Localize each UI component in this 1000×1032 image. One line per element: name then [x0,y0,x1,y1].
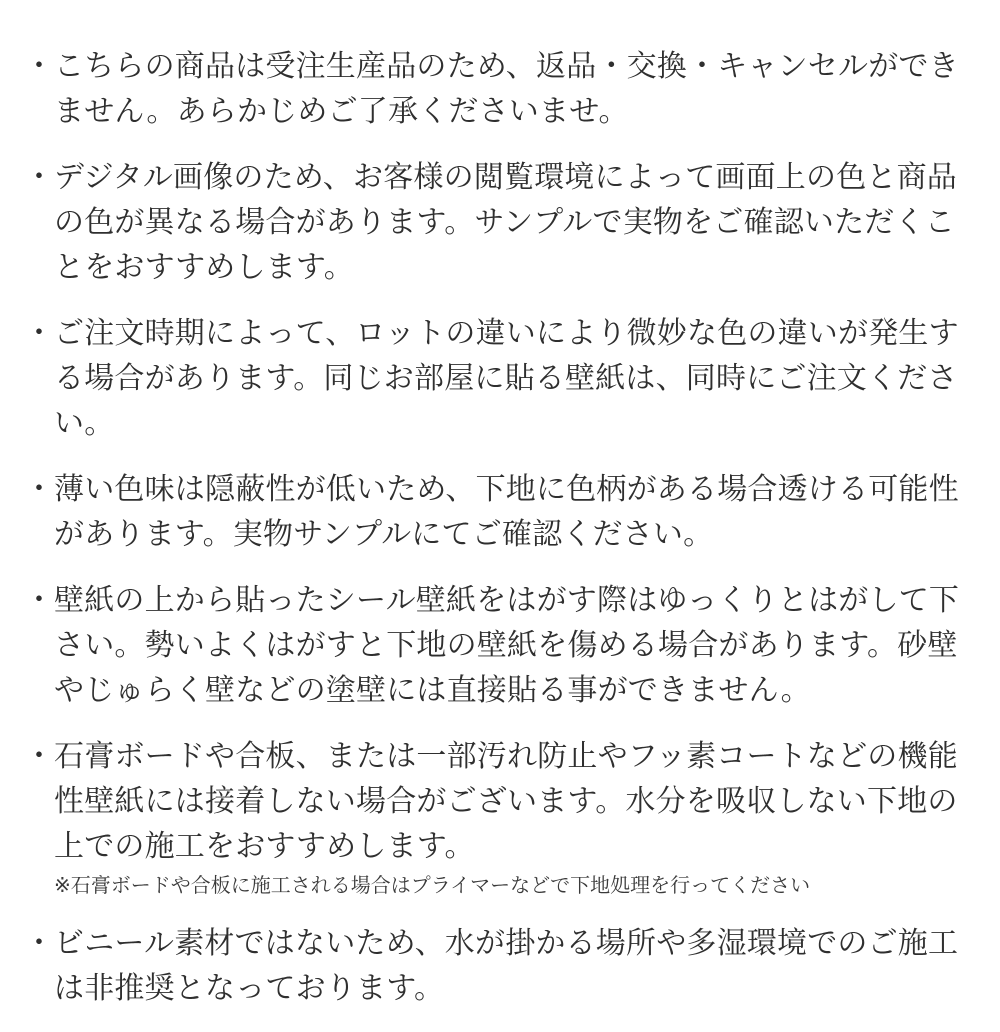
list-item [24,578,970,713]
notice-text: ご注文時期によって、ロットの違いにより微妙な色の違いが発生する場合があります。同じお部屋に貼る壁紙は、同時にご注文ください。 [54,316,959,441]
bullet-icon: ・ [24,316,54,351]
bullet-icon: ・ [24,583,54,618]
bullet-icon: ・ [24,926,54,961]
notice-body [54,311,970,446]
notice-text: デジタル画像のため、お客様の閲覧環境によって画面上の色と商品の色が異なる場合があります。サンプルで実物をご確認いただくことをおすすめします。 [54,160,957,285]
notice-list [24,44,970,1032]
bullet-icon: ・ [24,49,54,84]
notice-body [54,578,970,713]
notice-body [54,44,970,134]
notice-text: 石膏ボードや合板、または一部汚れ防止やフッ素コートなどの機能性壁紙には接着しない場合がございます。水分を吸収しない下地の上での施工をおすすめします。 [54,739,958,864]
list-item [24,734,970,900]
notice-text: 壁紙の上から貼ったシール壁紙をはがす際はゆっくりとはがして下さい。勢いよくはがすと下地の壁紙を傷める場合があります。砂壁やじゅらく壁などの塗壁には直接貼る事ができません。 [54,583,960,708]
notice-text: ビニール素材ではないため、水が掛かる場所や多湿環境でのご施工は非推奨となっております。 [54,926,959,1006]
bullet-icon: ・ [24,739,54,774]
notice-body [54,155,970,290]
bullet-icon: ・ [24,160,54,195]
list-item [24,921,970,1011]
bullet-icon: ・ [24,472,54,507]
notice-subtext: ※石膏ボードや合板に施工される場合はプライマーなどで下地処理を行ってください [54,873,811,897]
notice-body [54,467,970,557]
list-item [24,311,970,446]
list-item [24,44,970,134]
list-item [24,467,970,557]
notice-body [54,734,970,900]
notice-text: こちらの商品は受注生産品のため、返品・交換・キャンセルができません。あらかじめご了承くださいませ。 [54,49,959,129]
notice-text: 薄い色味は隠蔽性が低いため、下地に色柄がある場合透ける可能性があります。実物サンプルにてご確認ください。 [54,472,959,552]
list-item [24,155,970,290]
notice-body [54,921,970,1011]
